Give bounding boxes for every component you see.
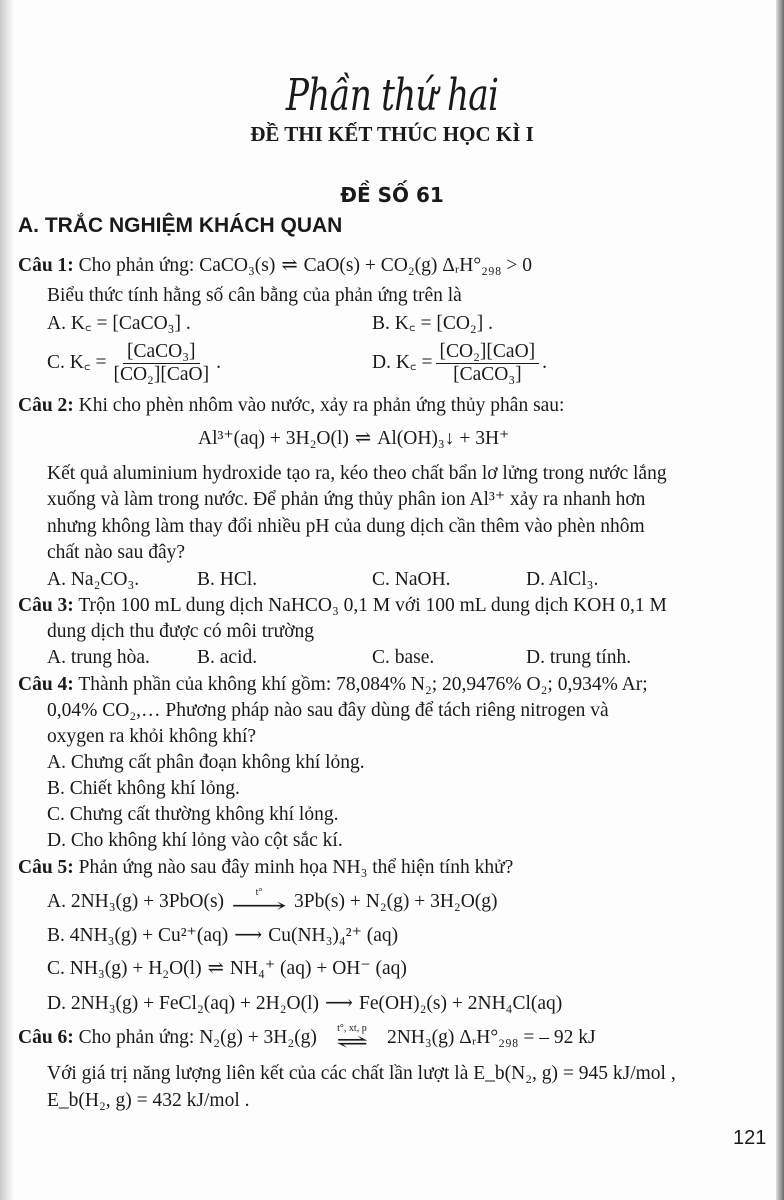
equation-right: 2NH₃(g) ΔᵣH°₂₉₈ = – 92 kJ <box>386 1027 596 1048</box>
page-shadow-left <box>0 0 14 1200</box>
question-3 <box>18 592 667 620</box>
equation-right: CaO(s) + CO₂(g) ΔᵣH°₂₉₈ > 0 <box>303 255 533 276</box>
question-label: Câu 5: <box>18 857 74 878</box>
arrow-glyph: ⇌ <box>335 1032 369 1053</box>
option-a: A. trung hòa. <box>47 647 150 668</box>
question-text: Phản ứng nào sau đây minh họa NH₃ thể hiện tính khử? <box>78 857 514 878</box>
option-b: B. HCl. <box>197 569 258 590</box>
equation-left: B. 4NH₃(g) + Cu²⁺(aq) <box>47 925 229 946</box>
option-b: B. Chiết không khí lỏng. <box>47 778 240 799</box>
option-c: C. NaOH. <box>372 569 451 590</box>
equilibrium-arrow <box>323 1024 381 1052</box>
reaction-arrow: ⟶ <box>234 925 263 946</box>
option-c <box>47 341 221 386</box>
section-heading: A. TRẮC NGHIỆM KHÁCH QUAN <box>18 214 343 237</box>
part-title: Phần thứ hai <box>285 70 499 121</box>
option-d: D. Cho không khí lỏng vào cột sắc kí. <box>47 830 343 851</box>
option-d: D. trung tính. <box>526 647 632 668</box>
question-label: Câu 3: <box>18 595 74 616</box>
option-c: C. Chưng cất thường không khí lỏng. <box>47 804 339 825</box>
option-a: A. Chưng cất phân đoạn không khí lỏng. <box>47 752 365 773</box>
question-1 <box>18 252 532 280</box>
equation-left: C. NH₃(g) + H₂O(l) <box>47 958 202 979</box>
question-label: Câu 2: <box>18 395 74 416</box>
equation-left: A. 2NH₃(g) + 3PbO(s) <box>47 891 225 912</box>
denominator: [CaCO₃] <box>453 364 522 385</box>
option-label: D. K꜀ = <box>372 351 433 373</box>
reaction-arrow <box>230 888 288 916</box>
question-2 <box>18 392 564 420</box>
equation-right: NH₄⁺ (aq) + OH⁻ (aq) <box>229 958 407 979</box>
text-line: Với giá trị năng lượng liên kết của các chất lần lượt là E_b(N₂, g) = 945 kJ/mol , <box>47 1063 676 1084</box>
exam-title: ĐỀ THI KẾT THÚC HỌC KÌ I <box>250 122 534 146</box>
question-4 <box>18 671 648 699</box>
equation <box>198 425 509 453</box>
equation-right: Cu(NH₃)₄²⁺ (aq) <box>268 925 399 946</box>
question-label: Câu 4: <box>18 674 74 695</box>
reaction-arrow: ⟶ <box>325 993 353 1014</box>
arrow-condition: t°, xt, p <box>337 1023 367 1034</box>
text-line: xuống và làm trong nước. Để phản ứng thủy phân ion Al³⁺ xảy ra nhanh hơn <box>47 489 646 510</box>
option-a: A. K꜀ = [CaCO₃] . <box>47 313 191 334</box>
page-edge-right <box>776 0 784 1200</box>
equilibrium-arrow: ⇌ <box>207 958 224 979</box>
question-label: Câu 1: <box>18 255 74 276</box>
option-b <box>47 922 398 950</box>
text-line: 0,04% CO₂,… Phương pháp nào sau đây dùng để tách riêng nitrogen và <box>47 700 609 721</box>
equation-left: Al³⁺(aq) + 3H₂O(l) <box>198 428 349 449</box>
question-text: Biểu thức tính hằng số cân bằng của phản ứng trên là <box>47 285 462 306</box>
option-a <box>47 888 498 916</box>
equation-left: Cho phản ứng: CaCO₃(s) <box>78 255 276 276</box>
text-line: oxygen ra khỏi không khí? <box>47 726 257 747</box>
equation-left: D. 2NH₃(g) + FeCl₂(aq) + 2H₂O(l) <box>47 993 320 1014</box>
arrow-condition: t° <box>255 887 263 898</box>
option-d <box>372 341 547 386</box>
equation-right: Al(OH)₃↓ + 3H⁺ <box>377 428 510 449</box>
text-line: nhưng không làm thay đổi nhiều pH của dung dịch cần thêm vào phèn nhôm <box>47 516 645 537</box>
text-line: Kết quả aluminium hydroxide tạo ra, kéo theo chất bẩn lơ lửng trong nước lắng <box>47 463 667 484</box>
question-text: Trộn 100 mL dung dịch NaHCO₃ 0,1 M với 100 mL dung dịch KOH 0,1 M <box>78 595 667 616</box>
option-c: C. base. <box>372 647 435 668</box>
period: . <box>542 351 548 373</box>
question-6 <box>18 1024 596 1052</box>
exam-number: ĐỀ SỐ 61 <box>340 183 444 207</box>
option-b: B. K꜀ = [CO₂] . <box>372 313 493 334</box>
text-line: E_b(H₂, g) = 432 kJ/mol . <box>47 1090 250 1111</box>
fraction <box>109 341 213 386</box>
question-text: Thành phần của không khí gồm: 78,084% N₂; 20,9476% O₂; 0,934% Ar; <box>78 674 648 695</box>
text-line: dung dịch thu được có môi trường <box>47 621 315 642</box>
question-text: Khi cho phèn nhôm vào nước, xảy ra phản ứng thủy phân sau: <box>78 395 565 416</box>
option-b: B. acid. <box>197 647 258 668</box>
equation-left: Cho phản ứng: N₂(g) + 3H₂(g) <box>78 1027 317 1048</box>
period: . <box>216 351 221 373</box>
question-5 <box>18 854 513 882</box>
option-a: A. Na₂CO₃. <box>47 569 140 590</box>
text-line: chất nào sau đây? <box>47 542 186 563</box>
option-d: D. AlCl₃. <box>526 569 599 590</box>
denominator: [CO₂][CaO] <box>113 364 210 385</box>
question-label: Câu 6: <box>18 1027 74 1048</box>
equation-right: 3Pb(s) + N₂(g) + 3H₂O(g) <box>294 891 498 912</box>
arrow-glyph: ⟶ <box>231 896 288 917</box>
option-label: C. K꜀ = <box>47 351 107 373</box>
numerator: [CaCO₃] <box>123 341 200 364</box>
option-c <box>47 955 407 983</box>
numerator: [CO₂][CaO] <box>436 341 540 364</box>
equation-right: Fe(OH)₂(s) + 2NH₄Cl(aq) <box>358 993 563 1014</box>
equilibrium-arrow: ⇌ <box>354 428 372 449</box>
fraction <box>436 341 540 386</box>
page-number: 121 <box>733 1127 767 1149</box>
option-d <box>47 990 562 1018</box>
equilibrium-arrow: ⇌ <box>281 255 298 276</box>
